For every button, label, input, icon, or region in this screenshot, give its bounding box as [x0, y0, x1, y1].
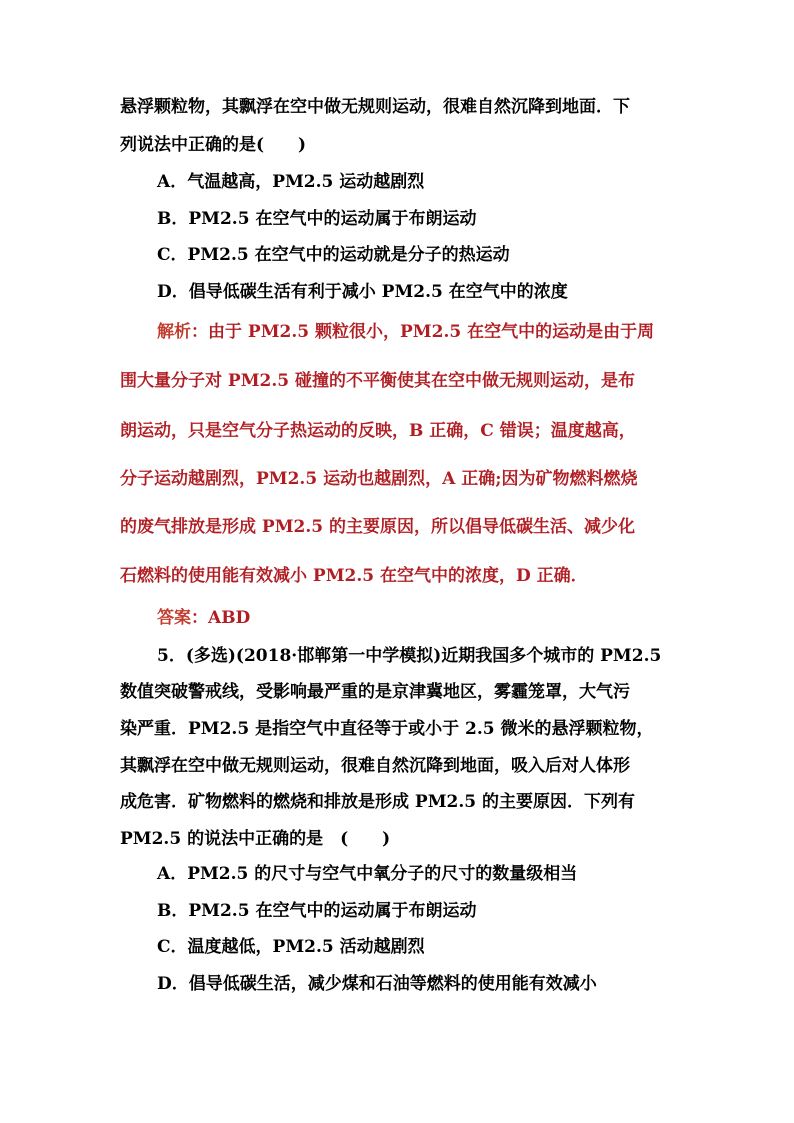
analysis-label: 解析: [157, 322, 191, 342]
prev-stem-line-1: 悬浮颗粒物，其飘浮在空中做无规则运动，很难自然沉降到地面．下: [120, 97, 630, 117]
prev-option-a: A．气温越高，PM2.5 运动越剧烈: [157, 172, 425, 192]
analysis-line-2: 围大量分子对 PM2.5 碰撞的不平衡使其在空中做无规则运动，是布: [120, 371, 636, 391]
answer-line: [157, 607, 250, 629]
analysis-line-5: 的废气排放是形成 PM2.5 的主要原因，所以倡导低碳生活、减少化: [120, 517, 636, 537]
q5-option-d: D．倡导低碳生活，减少煤和石油等燃料的使用能有效减小: [157, 974, 597, 994]
answer-value: ：ABD: [191, 608, 251, 628]
prev-stem-line-2: 列说法中正确的是( ): [120, 135, 307, 155]
q5-option-b: B．PM2.5 在空气中的运动属于布朗运动: [157, 901, 477, 921]
q5-stem-line-3: 染严重．PM2.5 是指空气中直径等于或小于 2.5 微米的悬浮颗粒物，: [120, 719, 654, 739]
q5-stem-line-2: 数值突破警戒线，受影响最严重的是京津冀地区，雾霾笼罩，大气污: [120, 682, 630, 702]
prev-option-b: B．PM2.5 在空气中的运动属于布朗运动: [157, 209, 477, 229]
analysis-text-1: ：由于 PM2.5 颗粒很小，PM2.5 在空气中的运动是由于周: [191, 322, 655, 342]
analysis-line-3: 朗运动，只是空气分子热运动的反映，B 正确，C 错误；温度越高，: [120, 421, 636, 441]
prev-option-d: D．倡导低碳生活有利于减小 PM2.5 在空气中的浓度: [157, 282, 568, 302]
q5-stem-line-4: 其飘浮在空中做无规则运动，很难自然沉降到地面，吸入后对人体形: [120, 756, 630, 776]
analysis-line-6: 石燃料的使用能有效减小 PM2.5 在空气中的浓度，D 正确．: [120, 566, 588, 586]
analysis-line-1: [157, 321, 654, 343]
prev-option-c: C．PM2.5 在空气中的运动就是分子的热运动: [157, 245, 510, 265]
q5-stem-line-5: 成危害．矿物燃料的燃烧和排放是形成 PM2.5 的主要原因．下列有: [120, 792, 636, 812]
answer-label: 答案: [157, 608, 191, 628]
q5-option-c: C．温度越低，PM2.5 活动越剧烈: [157, 937, 425, 957]
q5-option-a: A．PM2.5 的尺寸与空气中氧分子的尺寸的数量级相当: [157, 864, 578, 884]
analysis-line-4: 分子运动越剧烈，PM2.5 运动也越剧烈，A 正确;因为矿物燃料燃烧: [120, 469, 638, 489]
q5-stem-line-1: 5．(多选)(2018·邯郸第一中学模拟)近期我国多个城市的 PM2.5: [157, 646, 662, 666]
q5-stem-line-6: PM2.5 的说法中正确的是 ( ): [120, 829, 391, 849]
